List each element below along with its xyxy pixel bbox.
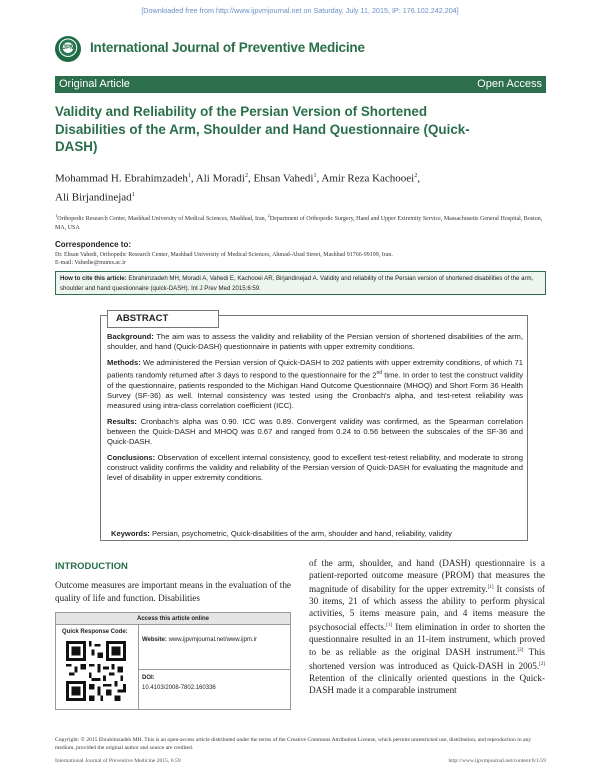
intro-text: Retention of the clinically oriented questions in the Quick-DASH made it a comparable instrument (309, 673, 545, 696)
author-name: Amir Reza Kachooei (321, 172, 415, 185)
citation-ref[interactable]: [1] (487, 584, 494, 590)
intro-right-text (309, 558, 545, 697)
methods-text-cont: time. In order to test the construct validity of the questionnaire, patients responded to the Michigan Hand Outcome Questionnaire (MHOQ) and Short Form 36 Health Survey (SF-36) as well. Internal consistency was tested using the Cronbach's alpha, and test-retest reliability was measured using intra-class correlation coefficient (ICC). (107, 370, 523, 411)
article-type-band (55, 76, 546, 93)
author-name: Ehsan Vahedi (253, 172, 314, 185)
results-label: Results: (107, 416, 137, 426)
correspondence-heading: Correspondence to: (55, 240, 132, 249)
citation-text: Ebrahimzadeh MH, Moradi A, Vahedi E, Kachooei AR, Birjandinejad A. Validity and reliability of the Persian version of shortened disabilities of the arm, shoulder and hand questionnaire (quick-DASH). Int J Prev Med 2015;6:59. (60, 275, 534, 292)
abstract-conclusions (107, 453, 523, 484)
keywords (111, 529, 523, 539)
copyright-notice: Copyright: © 2015 Ebrahimzadeh MH. This is an open-access article distributed under the terms of the Creative Commons Attribution License, which permits unrestricted use, distribution, and reproduction in any medium, provided the original author and source are credited. (55, 737, 532, 751)
correspondence-address: Dr. Ehsan Vahedi, Orthopedic Research Center, Mashhad University of Medical Sciences, Ahmad-Abad Street, Mashhad 91766-99199, Iran. (55, 252, 393, 258)
abstract-results (107, 417, 523, 448)
author-sep: , (190, 172, 196, 185)
qr-code-icon[interactable] (66, 641, 126, 701)
affil-number: 1 (55, 213, 58, 218)
conclusions-text: Observation of excellent internal consistency, good to excellent test-retest reliability, and moderate to strong construct validity confirms the validity and reliability of the Persian version of Quick-DASH for evaluating the magnitude and level of disability in upper extremity conditions. (107, 452, 523, 483)
download-banner: [Downloaded free from http://www.ijpvmjournal.net on Saturday, July 11, 2015, IP: 176.102.242.204] (141, 6, 459, 15)
article-title: Validity and Reliability of the Persian Version of Shortened Disabilities of the Arm, Shoulder and Hand Questionnaire (Quick-DASH) (55, 104, 470, 154)
intro-text: This shortened version was introduced as Quick-DASH in 2005. (309, 647, 545, 672)
author-affil-ref: 1 (313, 173, 317, 179)
abstract-tab (107, 310, 219, 328)
affiliation-1: Orthopedic Research Center, Mashhad University of Medical Sciences, Mashhad, Iran, (57, 216, 268, 222)
citation-ref[interactable]: [2] (539, 662, 545, 668)
background-text: The aim was to assess the validity and reliability of the Persian version of shortened disabilities of the arm, shoulder, and hand (Quick-DASH) questionnaire in patients with upper extremity conditions. (107, 332, 523, 352)
intro-text: Item elimination in order to shorten the questionnaire resulted in an 11-item instrument, which proved to be as reliable as the original DASH instrument. (309, 621, 545, 658)
journal-logo-text: IJPM (60, 45, 75, 51)
keywords-label: Keywords: (111, 529, 150, 538)
citation-ref[interactable]: [2] (517, 648, 524, 654)
intro-text: It consists of 30 items, 21 of which assess the ability to perform physical activities, 5 items measure pain, and 4 items measure the psychosocial effects. (309, 583, 545, 632)
intro-text: of the arm, shoulder, and hand (DASH) questionnaire is a patient-reported outcome measure (PROM) that measures the magnitude of disability for the upper extremity. (309, 558, 545, 594)
affil-number: 2 (267, 213, 270, 218)
divider (138, 669, 290, 670)
doi-link[interactable]: 10.4103/2008-7802.160336 (142, 685, 216, 691)
author-sep: , (417, 172, 420, 185)
citation-box (55, 271, 546, 295)
author-affil-ref: 1 (187, 173, 191, 179)
intro-left-text: Outcome measures are important means in the evaluation of the quality of life and function. Disabilities (55, 580, 291, 603)
citation-ref[interactable]: [1] (386, 622, 393, 628)
website-label: Website: (142, 637, 167, 643)
abstract-methods (107, 358, 523, 412)
author-list (55, 168, 555, 205)
correspondence-body (55, 251, 550, 267)
qr-label: Quick Response Code: (62, 629, 128, 635)
results-text: Cronbach's alpha was 0.90. ICC was 0.89. Convergent validity was confirmed, as the Spearman correlation between the Quick-DASH and MHOQ was 0.67 and ranged from 0.24 to 0.56 between the subscales of the SF-36 and Quick-DASH. (107, 416, 523, 447)
author-sep: , (248, 172, 254, 185)
author-name: Ali Moradi (195, 172, 245, 185)
abstract-body (107, 332, 523, 488)
abstract-box (100, 315, 528, 541)
methods-text: We administered the Persian version of Quick-DASH to 202 patients with upper extremity conditions, of which 71 patients randomly returned after 3 days to respond to the questionnaire for the 2 (107, 357, 523, 380)
keywords-text: Persian, psychometric, Quick-disabilities of the arm, shoulder and hand, reliability, validity (149, 529, 452, 538)
author-name: Ali Birjandinejad (55, 191, 132, 204)
website-link[interactable]: www.ijpvmjournal.net/www.ijpm.ir (166, 637, 257, 643)
introduction-heading: INTRODUCTION (55, 561, 128, 572)
footer-url[interactable]: http://www.ijpvmjournal.net/content/6/1/59 (448, 758, 546, 764)
citation-label: How to cite this article: (60, 275, 127, 282)
abstract-background (107, 332, 523, 353)
access-type: Open Access (477, 78, 542, 90)
divider (138, 625, 139, 710)
methods-label: Methods: (107, 357, 141, 367)
article-type: Original Article (59, 78, 130, 90)
affiliation-2: Department of Orthopedic Surgery, Hand and Upper Extremity Service, Massachusetts General Hospital, Boston, MA, USA (55, 216, 543, 231)
footer-journal: International Journal of Preventive Medicine 2015, 6:59 (55, 758, 181, 764)
author-affil-ref: 2 (414, 173, 418, 179)
affiliations (55, 211, 550, 233)
journal-header (55, 36, 555, 62)
author-sep: , (316, 172, 322, 185)
access-box-title: Access this article online (56, 613, 290, 625)
methods-sup: nd (376, 369, 383, 376)
access-online-box (55, 612, 291, 710)
abstract-heading: ABSTRACT (116, 313, 169, 324)
conclusions-label: Conclusions: (107, 452, 156, 462)
author-affil-ref: 1 (131, 191, 135, 198)
website-line (142, 637, 257, 643)
correspondence-email: E-mail: Vahedie@mums.ac.ir (55, 260, 126, 266)
doi-label: DOI: (142, 675, 155, 681)
author-affil-ref: 2 (245, 173, 248, 179)
journal-title: International Journal of Preventive Medicine (90, 40, 365, 55)
author-name: Mohammad H. Ebrahimzadeh (55, 172, 188, 185)
background-label: Background: (107, 332, 154, 341)
